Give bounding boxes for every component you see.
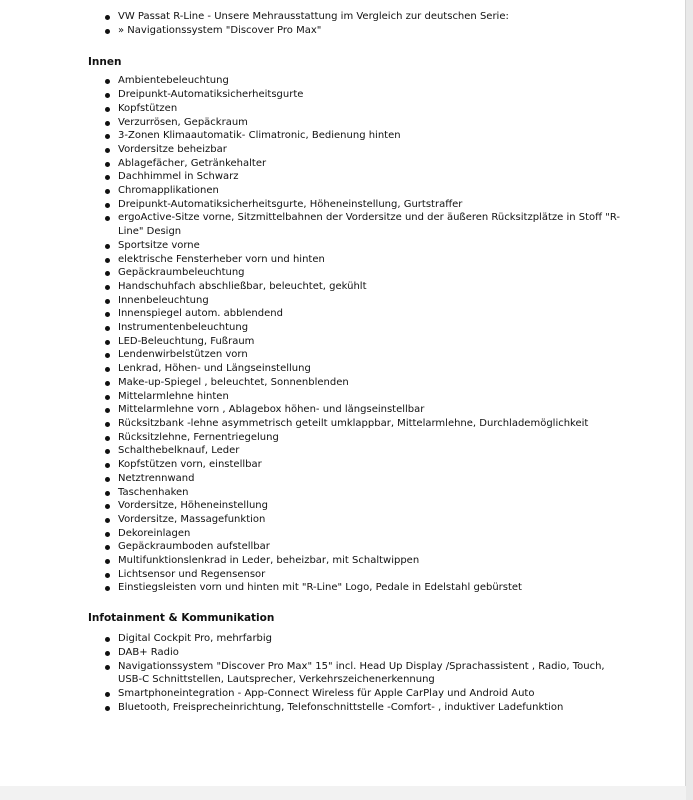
list-item-text: Bluetooth, Freisprecheinrichtung, Telefonschnittstelle -Comfort- , induktiver Ladefunktion	[118, 701, 564, 713]
bullet-icon	[105, 29, 110, 34]
list-item-text: Innenbeleuchtung	[118, 294, 209, 306]
list-item-text: Gepäckraumbeleuchtung	[118, 267, 245, 279]
section-title-infotainment: Infotainment & Kommunikation	[88, 612, 275, 625]
list-item	[102, 362, 622, 376]
bullet-icon	[105, 312, 110, 317]
list-item-text: elektrische Fensterheber vorn und hinten	[118, 253, 325, 265]
list-item-text: Innenspiegel autom. abblendend	[118, 308, 283, 320]
list-item-text: Handschuhfach abschließbar, beleuchtet, gekühlt	[118, 280, 367, 292]
bullet-icon	[105, 463, 110, 468]
list-item	[102, 540, 622, 554]
list-item-text: Ambientebeleuchtung	[118, 75, 229, 87]
bullet-icon	[105, 436, 110, 441]
list-item-text: Dreipunkt-Automatiksicherheitsgurte, Höheneinstellung, Gurtstraffer	[118, 198, 463, 210]
bullet-icon	[105, 121, 110, 126]
list-item	[102, 444, 622, 458]
intro-list	[0, 10, 685, 37]
list-item-text: Gepäckraumboden aufstellbar	[118, 541, 270, 553]
list-item	[102, 102, 622, 116]
list-item-text: Multifunktionslenkrad in Leder, beheizbar, mit Schaltwippen	[118, 555, 420, 567]
bullet-icon	[105, 651, 110, 656]
bullet-icon	[105, 93, 110, 98]
list-item-text: Kopfstützen vorn, einstellbar	[118, 459, 262, 471]
list-item	[102, 348, 622, 362]
list-item	[102, 660, 622, 687]
list-item	[102, 527, 622, 541]
bullet-icon	[105, 504, 110, 509]
bullet-icon	[105, 326, 110, 331]
list-item-text: Schalthebelknauf, Leder	[118, 445, 240, 457]
bullet-icon	[105, 422, 110, 427]
list-item-text: Netztrennwand	[118, 472, 195, 484]
bullet-icon	[105, 692, 110, 697]
list-item	[102, 472, 622, 486]
list-item-text: Ablagefächer, Getränkehalter	[118, 157, 267, 169]
list-item	[102, 294, 622, 308]
list-item	[102, 129, 622, 143]
bullet-icon	[105, 79, 110, 84]
list-item	[102, 687, 622, 701]
list-item-text: VW Passat R-Line - Unsere Mehrausstattung im Vergleich zur deutschen Serie:	[118, 11, 509, 22]
list-item-text: Dekoreinlagen	[118, 527, 191, 539]
list-item-text: Lichtsensor und Regensensor	[118, 568, 266, 580]
list-item-text: LED-Beleuchtung, Fußraum	[118, 335, 255, 347]
list-item	[102, 198, 622, 212]
bullet-icon	[105, 408, 110, 413]
bullet-icon	[105, 573, 110, 578]
list-item-text: Lendenwirbelstützen vorn	[118, 349, 248, 361]
list-item	[102, 701, 622, 715]
bullet-icon	[105, 586, 110, 591]
bullet-icon	[105, 162, 110, 167]
list-item-text: Vordersitze, Höheneinstellung	[118, 500, 268, 512]
list-item-text: Instrumentenbeleuchtung	[118, 322, 249, 334]
bullet-icon	[105, 532, 110, 537]
section-title-innen: Innen	[88, 56, 122, 69]
list-item-text: Vordersitze beheizbar	[118, 143, 227, 155]
bullet-icon	[105, 477, 110, 482]
page-bottom-shade	[0, 786, 686, 800]
bullet-icon	[105, 559, 110, 564]
list-item	[102, 568, 622, 582]
list-item-text: Make-up-Spiegel , beleuchtet, Sonnenblenden	[118, 376, 349, 388]
section-list-infotainment	[0, 632, 685, 714]
list-item-text: Verzurrösen, Gepäckraum	[118, 116, 248, 128]
bullet-icon	[105, 285, 110, 290]
bullet-icon	[105, 340, 110, 345]
list-item	[102, 74, 622, 88]
bullet-icon	[105, 395, 110, 400]
list-item-text: Rücksitzlehne, Fernentriegelung	[118, 431, 279, 443]
list-item-text: Lenkrad, Höhen- und Längseinstellung	[118, 363, 311, 375]
list-item	[102, 253, 622, 267]
list-item	[102, 431, 622, 445]
list-item-text: Smartphoneintegration - App-Connect Wireless für Apple CarPlay und Android Auto	[118, 687, 535, 699]
list-item	[102, 143, 622, 157]
list-item	[102, 88, 622, 102]
bullet-icon	[105, 637, 110, 642]
list-item	[102, 499, 622, 513]
bullet-icon	[105, 367, 110, 372]
list-item	[102, 513, 622, 527]
list-item-text: Kopfstützen	[118, 102, 178, 114]
bullet-icon	[105, 107, 110, 112]
bullet-icon	[105, 148, 110, 153]
list-item-text: DAB+ Radio	[118, 646, 179, 658]
bullet-icon	[105, 189, 110, 194]
bullet-icon	[105, 545, 110, 550]
list-item	[102, 211, 622, 238]
list-item-text: Rücksitzbank -lehne asymmetrisch geteilt umklappbar, Mittelarmlehne, Durchlademöglichkeit	[118, 417, 589, 429]
list-item	[102, 390, 622, 404]
list-item	[102, 184, 622, 198]
list-item	[102, 307, 622, 321]
list-item	[102, 486, 622, 500]
list-item	[102, 280, 622, 294]
list-item	[102, 646, 622, 660]
bullet-icon	[105, 203, 110, 208]
bullet-icon	[105, 271, 110, 276]
list-item-text: Chromapplikationen	[118, 185, 219, 197]
list-item-text: ergoActive-Sitze vorne, Sitzmittelbahnen der Vordersitze und der äußeren Rücksitzplätze in Stoff "R-Line" Design	[118, 212, 620, 238]
list-item	[102, 266, 622, 280]
list-item	[102, 116, 622, 130]
list-item-text: Sportsitze vorne	[118, 239, 200, 251]
list-item	[102, 376, 622, 390]
list-item-text: Digital Cockpit Pro, mehrfarbig	[118, 633, 273, 645]
list-item	[102, 239, 622, 253]
list-item	[102, 581, 622, 595]
list-item-text: Navigationssystem "Discover Pro Max" 15" incl. Head Up Display /Sprachassistent , Radio, Touch, USB-C Schnittstellen, Lautsprecher, Verkehrszeichenerkennung	[118, 660, 605, 686]
list-item	[102, 10, 622, 24]
bullet-icon	[105, 491, 110, 496]
bullet-icon	[105, 449, 110, 454]
list-item	[102, 335, 622, 349]
list-item-text: Dachhimmel in Schwarz	[118, 171, 239, 183]
bullet-icon	[105, 216, 110, 221]
list-item-text: Einstiegsleisten vorn und hinten mit "R-Line" Logo, Pedale in Edelstahl gebürstet	[118, 582, 522, 594]
list-item-text: Mittelarmlehne vorn , Ablagebox höhen- und längseinstellbar	[118, 404, 425, 416]
list-item	[102, 157, 622, 171]
bullet-icon	[105, 299, 110, 304]
list-item	[102, 321, 622, 335]
bullet-icon	[105, 353, 110, 358]
list-item	[102, 458, 622, 472]
bullet-icon	[105, 381, 110, 386]
bullet-icon	[105, 665, 110, 670]
bullet-icon	[105, 134, 110, 139]
list-item-text: Vordersitze, Massagefunktion	[118, 513, 266, 525]
bullet-icon	[105, 258, 110, 263]
bullet-icon	[105, 15, 110, 20]
bullet-icon	[105, 175, 110, 180]
bullet-icon	[105, 706, 110, 711]
list-item	[102, 554, 622, 568]
list-item-text: 3-Zonen Klimaautomatik- Climatronic, Bedienung hinten	[118, 130, 401, 142]
list-item-text: » Navigationssystem "Discover Pro Max"	[118, 24, 322, 36]
bullet-icon	[105, 244, 110, 249]
list-item	[102, 632, 622, 646]
list-item	[102, 24, 622, 38]
bullet-icon	[105, 518, 110, 523]
list-item-text: Dreipunkt-Automatiksicherheitsgurte	[118, 89, 304, 101]
list-item	[102, 170, 622, 184]
section-list-innen	[0, 74, 685, 595]
list-item	[102, 417, 622, 431]
list-item	[102, 403, 622, 417]
list-item-text: Mittelarmlehne hinten	[118, 390, 229, 402]
list-item-text: Taschenhaken	[118, 486, 189, 498]
